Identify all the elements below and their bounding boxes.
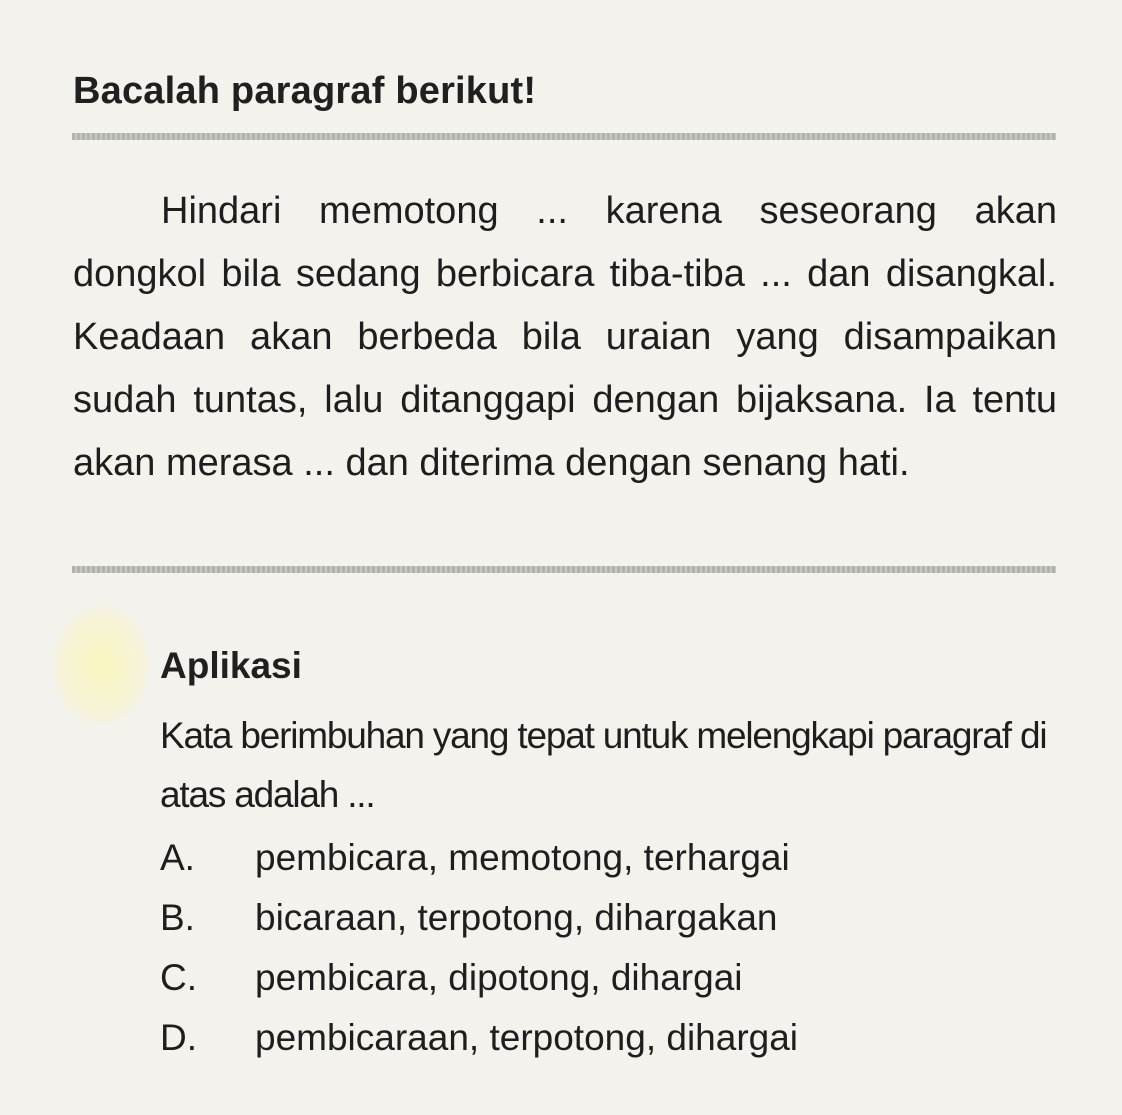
option-letter: C. [160,957,197,998]
option-text: bicaraan, terpotong, dihargakan [255,897,778,938]
question-text: Kata berimbuhan yang tepat untuk melengkapi paragraf di atas adalah ... [160,715,1047,815]
instruction-heading: Bacalah paragraf berikut! [73,70,537,112]
option-d[interactable] [160,1008,798,1068]
option-a[interactable] [160,828,798,888]
answer-options [160,828,798,1068]
option-text: pembicaraan, terpotong, dihargai [255,1017,799,1058]
bottom-divider [72,566,1056,573]
option-b[interactable] [160,888,798,948]
option-c[interactable] [160,948,798,1008]
option-letter: B. [160,897,195,938]
option-text: pembicara, memotong, terhargai [255,837,790,878]
option-letter: D. [160,1017,197,1058]
option-text: pembicara, dipotong, dihargai [255,957,743,998]
option-letter: A. [160,837,195,878]
reading-passage: Hindari memotong ... karena seseorang akan dongkol bila sedang berbicara tiba-tiba ... dan disangkal. Keadaan akan berbeda bila uraian yang disampaikan sudah tuntas, lalu ditanggapi dengan bijaksana. Ia tentu akan merasa ... dan diterima dengan senang hati. [73,190,1057,484]
application-title: Aplikasi [160,645,302,686]
highlighter-mark [52,605,150,725]
top-divider [72,133,1056,140]
